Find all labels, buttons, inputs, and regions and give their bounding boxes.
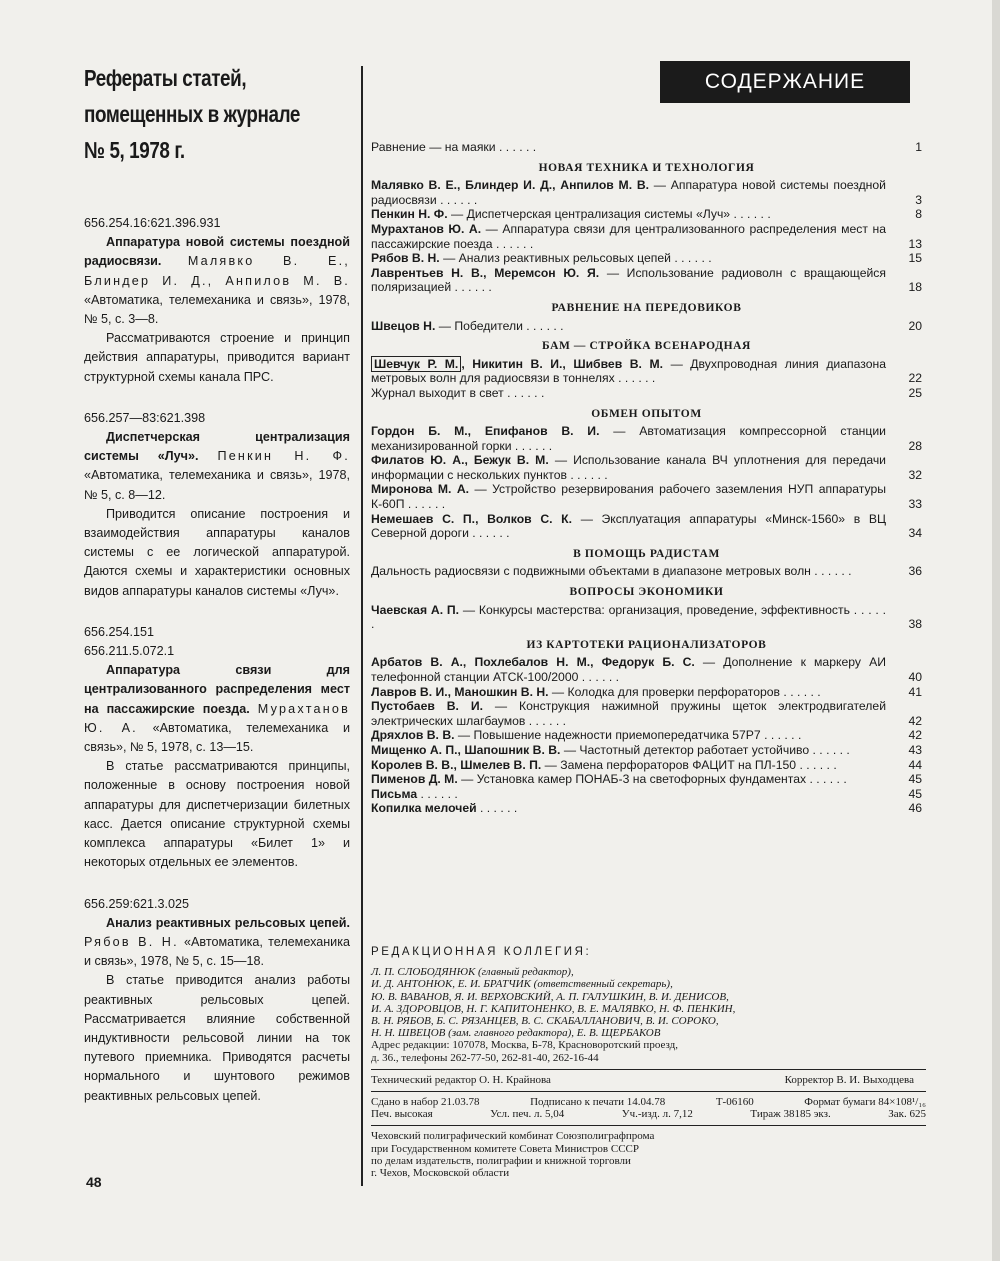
toc-leader-dots: . . . . . . [436, 192, 478, 207]
rule-line [371, 1091, 926, 1092]
toc-leader-dots: . . . . . . [614, 371, 656, 386]
udc-code: 656.254.151 [84, 624, 155, 639]
printer-line: Чеховский полиграфический комбинат Союзполиграфпрома [371, 1130, 655, 1143]
toc-leader-dots: . . . . . . [525, 713, 567, 728]
toc-title: — Замена перфораторов ФАЦИТ на ПЛ-150 [544, 757, 797, 772]
toc-title: — Аппаратура новой системы поездной радиосвязи [371, 178, 886, 207]
toc-page-number: 22 [908, 371, 922, 386]
toc-title: — Повышение надежности приемопередатчика 57Р7 [457, 728, 761, 743]
toc-title: — Колодка для проверки перфораторов [551, 684, 781, 699]
toc-page-number: 34 [908, 526, 922, 541]
udc-code: 656.254.16:621.396.931 [84, 216, 221, 230]
toc-authors: Лавров В. И., Маношкин В. Н. [371, 684, 549, 699]
editorial-board [371, 946, 926, 1179]
toc-entry [371, 357, 922, 386]
toc-authors: Письма [371, 786, 418, 801]
toc-title: — Победители [438, 318, 523, 333]
abstract-body: Приводится описание построения и взаимодействия аппаратуры каналов системы с ее логической аппаратурой. Даются схемы и характеристики основных видов аппаратуры каналов системы «Луч». [84, 506, 350, 598]
abstract-title: Аппаратура новой системы поездной радиосвязи. [84, 235, 350, 269]
toc-title: — Аппаратура связи для централизованного распределения мест на пассажирские поезда [371, 221, 887, 251]
abstracts-title: Рефераты статей, помещенных в журнале № 5, 1978 г. [84, 65, 300, 163]
editorial-address: д. 36., телефоны 262-77-50, 262-81-40, 262-16-44 [371, 1051, 599, 1064]
tech-editor: Технический редактор О. Н. Крайнова [371, 1073, 551, 1086]
rule-line [371, 1069, 926, 1070]
toc-title: — Автоматизация компрессорной станции механизированной горки [371, 424, 886, 453]
toc-page-number: 40 [908, 670, 922, 684]
toc-authors: Пустобаев В. И. [371, 699, 483, 714]
corrector: Корректор В. И. Выходцева [784, 1073, 914, 1086]
toc-page-number: 45 [908, 772, 922, 787]
toc-entry [371, 564, 922, 579]
toc-entry [371, 251, 922, 266]
toc-page-number: 32 [908, 467, 922, 482]
toc-title: — Конструкция нажимной пружины щеток электродвигателей электрических шлагбаумов [371, 699, 886, 728]
toc-entry [371, 453, 922, 482]
toc-leader-dots: . . . . . . [503, 385, 545, 400]
toc-page-number: 13 [908, 236, 922, 251]
toc-authors: Мурахтанов Ю. А. [371, 221, 482, 236]
toc-section-heading: В ПОМОЩЬ РАДИСТАМ [573, 547, 720, 560]
toc-leader-dots: . . . . . . [760, 728, 802, 743]
editorial-member-line: Н. Н. ШВЕЦОВ (зам. главного редактора), Е. В. ЩЕРБАКОВ [371, 1027, 661, 1040]
print-info-row: Сдано в набор 21.03.78 Подписано к печати 14.04.78 Т-06160 Формат бумаги 84×108¹/₁₆ [371, 1096, 926, 1109]
toc-entry [371, 207, 922, 222]
toc-page-number: 44 [908, 757, 922, 772]
toc-leader-dots: . . . . . . [495, 140, 537, 154]
abstract-authors: Мурахтанов Ю. А. [84, 701, 350, 735]
toc-entry [371, 603, 922, 632]
toc-title: — Диспетчерская централизация системы «Луч» [451, 207, 731, 222]
udc-code: 656.259:621.3.025 [84, 896, 190, 911]
toc-page-number: 46 [908, 801, 922, 816]
abstract-authors: Малявко В. Е., Блиндер И. Д., Анпилов М. В. [84, 254, 350, 288]
toc-entry [371, 787, 922, 802]
toc-author-boxed: Шевчук Р. М. [371, 356, 461, 372]
abstract-title: Анализ реактивных рельсовых цепей. [106, 915, 350, 930]
abstract-source: «Автоматика, телемеханика и связь», 1978, № 5, с. 15—18. [84, 934, 351, 969]
abstract-item [84, 214, 350, 387]
toc-authors: Арбатов В. А., Похлебалов Н. М., Федорук Б. С. [371, 655, 695, 670]
abstract-authors: Пенкин Н. Ф. [217, 449, 350, 464]
toc-authors: Лаврентьев Н. В., Меремсон Ю. Я. [371, 265, 600, 280]
toc-entry [371, 140, 922, 155]
toc-title: — Установка камер ПОНАБ-3 на светофорных фундаментах [461, 772, 807, 787]
toc-leader-dots: . . . . . . [468, 526, 510, 541]
toc-page-number: 28 [908, 438, 922, 453]
abstract-body: В статье рассматриваются принципы, положенные в основу построения новой аппаратуры для диспетчеризации билетных касс. Дается описание структурной схемы комплекса аппаратуры «Билет 1» и некоторых отдельных ее элементов. [84, 759, 350, 870]
toc-leader-dots: . . . . . . [780, 684, 821, 699]
toc-page-number: 38 [908, 617, 922, 632]
toc-authors: Немешаев С. П., Волков С. К. [371, 511, 573, 526]
toc-leader-dots: . . . . . . [578, 670, 620, 684]
toc-entry [371, 386, 922, 401]
toc-authors: Королев В. В., Шмелев В. П. [371, 757, 542, 772]
toc-leader-dots: . . . . . . [809, 742, 850, 757]
toc-leader-dots: . . . . . . [730, 207, 771, 222]
credits-row [371, 1074, 926, 1086]
contents-heading: СОДЕРЖАНИЕ [660, 61, 910, 103]
toc-leader-dots: . . . . . . [796, 757, 837, 772]
toc-page-number: 42 [908, 713, 922, 728]
print-info-row: Печ. высокая Усл. печ. л. 5,04 Уч.-изд. л. 7,12 Тираж 38185 экз. Зак. 625 [371, 1108, 926, 1121]
toc-page-number: 45 [908, 786, 922, 801]
page-edge [992, 0, 1000, 1261]
abstract-body: В статье приводится анализ работы реактивных рельсовых цепей. Рассматривается влияние собственной индуктивности рельсовой линии на ток путевого приемника. Приводятся расчеты нормального и шунтового режимов реактивных рельсовых цепей. [84, 973, 350, 1103]
editorial-member-line: Ю. В. ВАВАНОВ, Я. И. ВЕРХОВСКИЙ, А. П. ГАЛУШКИН, В. И. ДЕНИСОВ, [371, 990, 729, 1003]
editorial-member-line: В. Н. РЯБОВ, Б. С. РЯЗАНЦЕВ, В. С. СКАБАЛЛАНОВИЧ, В. И. СОРОКО, [371, 1015, 719, 1028]
abstract-item [84, 623, 350, 873]
toc-entry [371, 685, 922, 700]
toc-title: — Устройство резервирования рабочего заземления НУП аппаратуры К-60П [371, 482, 886, 512]
udc-code: 656.257—83:621.398 [84, 410, 206, 425]
toc-page-number: 20 [908, 318, 922, 333]
toc-title: Дальность радиосвязи с подвижными объектами в диапазоне метровых волн [371, 564, 811, 579]
toc-title: — Частотный детектор работает устойчиво [563, 742, 810, 757]
toc-leader-dots: . . . . . . [511, 438, 553, 453]
toc-authors: Филатов Ю. А., Бежук В. М. [371, 453, 549, 468]
toc-page-number: 36 [908, 564, 922, 579]
toc-section-heading: НОВАЯ ТЕХНИКА И ТЕХНОЛОГИЯ [538, 161, 755, 174]
editorial-heading: РЕДАКЦИОННАЯ КОЛЛЕГИЯ: [371, 946, 592, 958]
toc-section-heading: ВОПРОСЫ ЭКОНОМИКИ [569, 586, 724, 599]
toc-title: — Использование канала ВЧ уплотнения для передачи информации с нескольких пунктов [371, 453, 886, 482]
column-divider [361, 66, 363, 1186]
toc-authors: Швецов Н. [371, 318, 436, 333]
toc-entry [371, 699, 922, 728]
toc-title: Журнал выходит в свет [371, 385, 504, 400]
abstract-authors: Рябов В. Н. [84, 934, 179, 949]
abstract-title: Диспетчерская централизация системы «Луч». [84, 430, 350, 464]
editorial-address: Адрес редакции: 107078, Москва, Б-78, Красноворотский проезд, [371, 1039, 678, 1052]
toc-leader-dots: . . . . . . [810, 564, 852, 579]
toc-leader-dots: . . . . . . [492, 236, 534, 251]
abstract-source: «Автоматика, телемеханика и связь», 1978, № 5, с. 8—12. [84, 468, 350, 502]
toc-leader-dots: . . . . . . [451, 280, 492, 295]
toc-authors: Рябов В. Н. [371, 251, 440, 266]
toc-title: — Дополнение к маркеру АИ телефонной станции АТСК-100/2000 [371, 655, 886, 684]
toc-page-number: 25 [908, 385, 922, 400]
toc-leader-dots: . . . . . . [371, 602, 886, 632]
toc-authors: Мищенко А. П., Шапошник В. В. [371, 742, 561, 757]
toc-title: — Конкурсы мастерства: организация, проведение, эффективность [462, 602, 850, 617]
toc-leader-dots: . . . . . . [404, 497, 446, 512]
editorial-member-line: Л. П. СЛОБОДЯНЮК (главный редактор), [371, 966, 574, 979]
toc-title: — Эксплуатация аппаратуры «Минск-1560» в ВЦ Северной дороги [371, 511, 887, 541]
toc-section-heading: БАМ — СТРОЙКА ВСЕНАРОДНАЯ [542, 340, 751, 353]
toc-leader-dots: . . . . . . [806, 772, 847, 787]
toc-entry [371, 772, 922, 787]
abstract-title: Аппаратура связи для централизованного распределения мест на пассажирские поезда. [84, 663, 350, 716]
toc-authors: , Никитин В. И., Шибвев В. М. [461, 356, 664, 371]
toc-authors: Пименов Д. М. [371, 772, 458, 787]
abstract-source: «Автоматика, телемеханика и связь», 1978, № 5, с. 3—8. [84, 292, 350, 327]
toc-leader-dots: . . . . . . [480, 801, 518, 816]
rule-line [371, 1125, 926, 1126]
toc-entry [371, 758, 922, 773]
toc-page-number: 42 [908, 728, 922, 743]
udc-code: 656.211.5.072.1 [84, 644, 175, 659]
abstract-item [84, 895, 350, 1106]
toc-entry [371, 424, 922, 453]
toc-leader-dots: . . . . . . [567, 467, 608, 482]
toc-leader-dots: . . . . . . [670, 251, 712, 266]
toc-entry [371, 655, 922, 684]
table-of-contents [371, 140, 922, 816]
toc-leader-dots: . . . . . . [420, 786, 458, 801]
toc-entry [371, 512, 922, 541]
toc-page-number: 18 [908, 280, 922, 295]
toc-entry [371, 319, 922, 334]
printer-line: при Государственном комитете Совета Министров СССР [371, 1142, 640, 1155]
abstract-body: Рассматриваются строение и принцип действия аппаратуры, приводится вариант структурной схемы канала ПРС. [84, 331, 350, 384]
toc-entry [371, 801, 922, 816]
toc-entry [371, 266, 922, 295]
toc-entry [371, 178, 922, 207]
toc-section-heading: РАВНЕНИЕ НА ПЕРЕДОВИКОВ [551, 301, 742, 314]
toc-page-number: 8 [915, 207, 922, 222]
printer-line: по делам издательств, полиграфии и книжной торговли [371, 1154, 631, 1167]
toc-title: — Двухпроводная линия диапазона метровых волн для радиосвязи в тоннелях [371, 356, 886, 386]
toc-page-number: 43 [908, 742, 922, 757]
printer-line: г. Чехов, Московской области [371, 1167, 510, 1180]
toc-section-heading: ИЗ КАРТОТЕКИ РАЦИОНАЛИЗАТОРОВ [526, 638, 767, 651]
abstract-source: «Автоматика, телемеханика и связь», № 5, 1978, с. 13—15. [84, 720, 350, 755]
toc-authors: Малявко В. Е., Блиндер И. Д., Анпилов М. В. [371, 178, 650, 193]
abstract-item [84, 409, 350, 601]
toc-entry [371, 482, 922, 511]
editorial-member-line: И. А. ЗДОРОВЦОВ, Н. Г. КАПИТОНЕНКО, В. Е. МАЛЯВКО, Н. Ф. ПЕНКИН, [371, 1002, 736, 1015]
toc-entry [371, 728, 922, 743]
toc-leader-dots: . . . . . . [522, 318, 564, 333]
toc-title: — Анализ реактивных рельсовых цепей [443, 251, 671, 266]
toc-page-number: 1 [915, 140, 922, 154]
abstracts-list [84, 214, 350, 1128]
toc-title: Равнение — на маяки [371, 140, 496, 154]
toc-title: — Использование радиоволн с вращающейся поляризацией [371, 265, 886, 295]
toc-authors: Пенкин Н. Ф. [371, 207, 448, 222]
toc-authors: Чаевская А. П. [371, 602, 460, 617]
toc-authors: Гордон Б. М., Епифанов В. И. [371, 424, 600, 439]
toc-page-number: 3 [915, 192, 922, 207]
toc-page-number: 33 [908, 497, 922, 512]
toc-page-number: 15 [908, 251, 922, 266]
toc-authors: Копилка мелочей [371, 801, 477, 816]
abstracts-title-block [84, 60, 350, 168]
toc-authors: Миронова М. А. [371, 482, 470, 497]
editorial-member-line: И. Д. АНТОНЮК, Е. И. БРАТЧИК (ответственный секретарь), [371, 978, 673, 991]
toc-section-heading: ОБМЕН ОПЫТОМ [591, 407, 702, 420]
toc-entry [371, 222, 922, 251]
toc-entry [371, 743, 922, 758]
page-number: 48 [86, 1174, 102, 1190]
toc-authors: Дряхлов В. В. [371, 728, 455, 743]
toc-page-number: 41 [908, 684, 922, 699]
